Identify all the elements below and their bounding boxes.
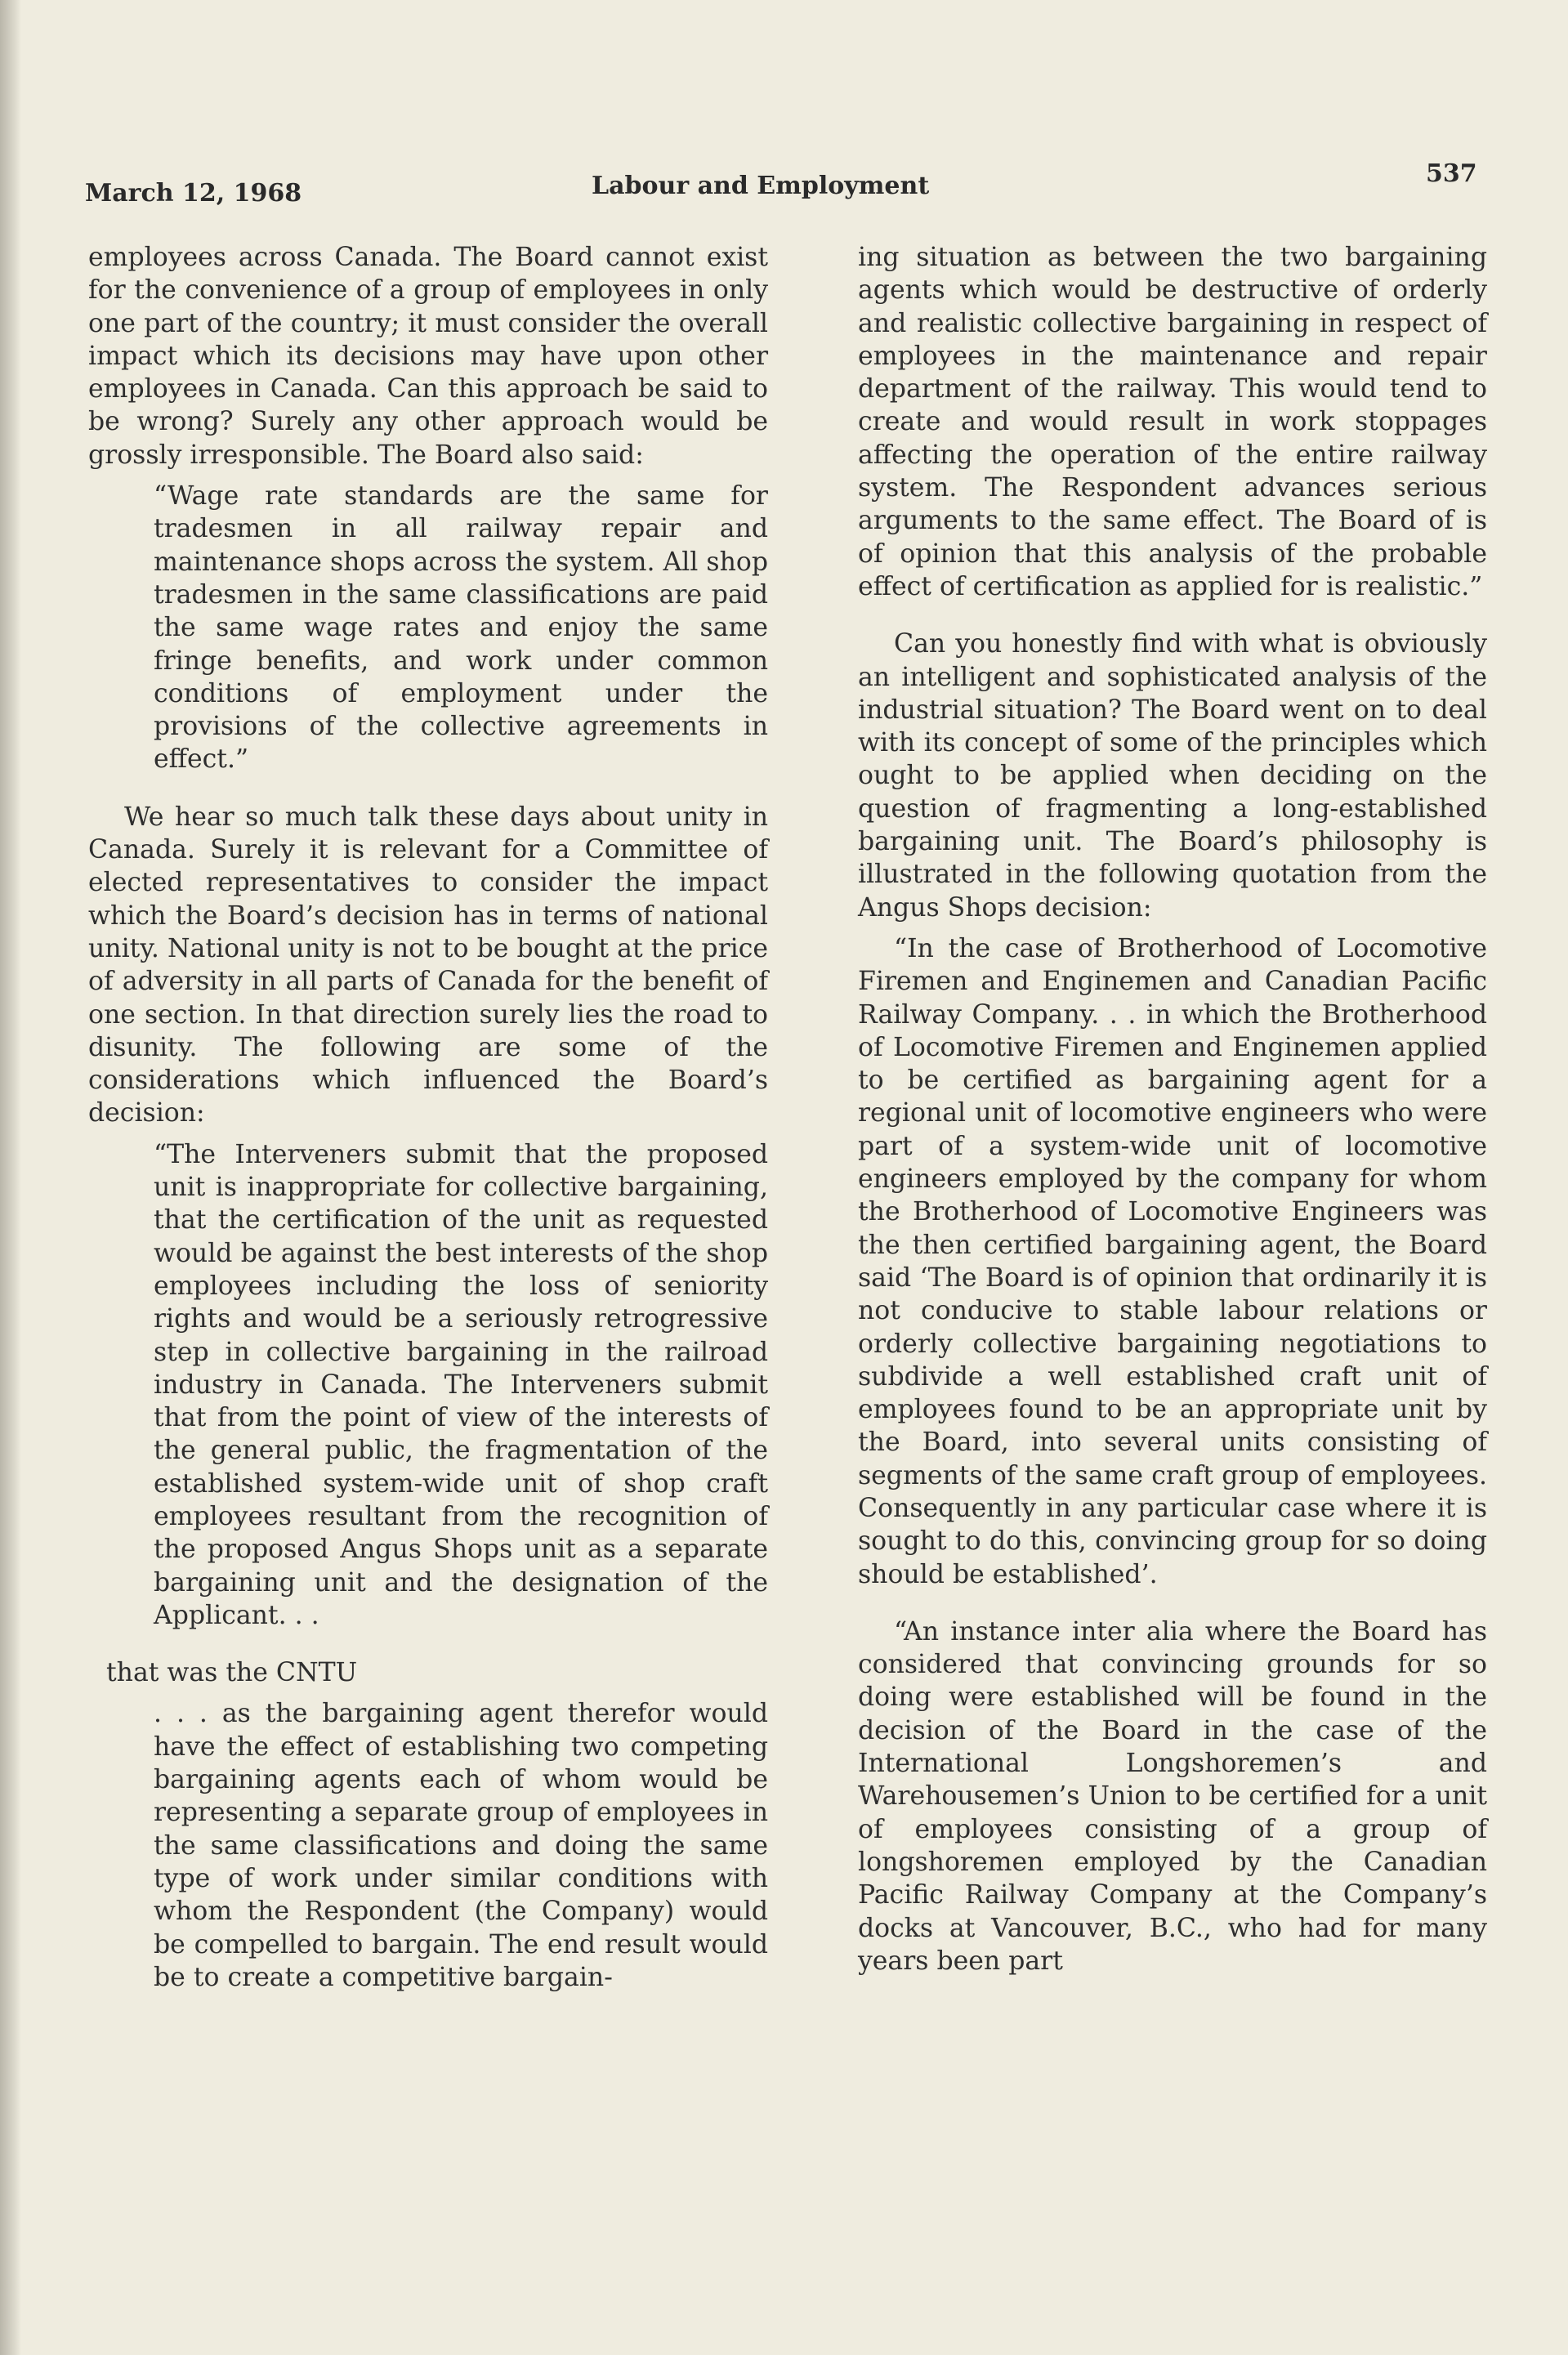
paragraph: Can you honestly find with what is obviously an intelligent and sophisticated analysis of the industrial situation? The Board went on to deal with its concept of some of the principles which ought to be applied when deciding on the question of fragmenting a long-established bargaining unit. The Board’s philosophy is illustrated in the following quotation from the Angus Shops decision: — [858, 629, 1487, 923]
header-date: March 12, 1968 — [85, 179, 302, 208]
block-quote: . . . as the bargaining agent therefor would have the effect of establishing two competing bargaining agents each of whom would be representing a separate group of employees in the same classifications and doing the same type of work under similar conditions with whom the Respondent (the Company) would be compelled to bargain. The end result would be to create a competitive bargain- — [154, 1699, 768, 1992]
block-quote: “Wage rate standards are the same for tradesmen in all railway repair and maintenance shops across the system. All shop tradesmen in the same classifications are paid the same wage rates and enjoy the same fringe benefits, and work under common conditions of employment under the provisions of the collective agreements in effect.” — [154, 481, 768, 775]
running-header — [85, 159, 1477, 208]
block-quote: ing situation as between the two bargaining agents which would be destructive of orderly and realistic collective bargaining in respect of employees in the maintenance and repair department of the railway. This would tend to create and would result in work stoppages affecting the operation of the entire railway system. The Respondent advances serious arguments to the same effect. The Board of is of opinion that this analysis of the probable effect of certification as applied for is realistic.” — [858, 243, 1487, 601]
left-column — [88, 241, 768, 1994]
block-quote: “In the case of Brotherhood of Locomotive Firemen and Enginemen and Canadian Pacific Railway Company. . . in which the Brotherhood of Locomotive Firemen and Enginemen applied to be certified as bargaining agent for a regional unit of locomotive engineers who were part of a system-wide unit of locomotive engineers employed by the company for whom the Brotherhood of Locomotive Engineers was the then certified bargaining agent, the Board said ‘The Board is of opinion that ordinarily it is not conducive to stable labour relations or orderly collective bargaining negotiations to subdivide a well established craft unit of employees found to be an appropriate unit by the Board, into several units consisting of segments of the same craft group of employees. Consequently in any particular case where it is sought to do this, convincing group for so doing should be established’. — [858, 933, 1487, 1589]
page-binding-shadow — [0, 0, 21, 2355]
right-column — [858, 241, 1487, 1977]
paragraph: We hear so much talk these days about unity in Canada. Surely it is relevant for a Committee of elected representatives to consider the impact which the Board’s decision has in terms of national unity. National unity is not to be bought at the price of adversity in all parts of Canada for the benefit of one section. In that direction surely lies the road to disunity. The following are some of the considerations which influenced the Board’s decision: — [88, 802, 768, 1128]
paragraph: employees across Canada. The Board cannot exist for the convenience of a group of employees in only one part of the country; it must consider the overall impact which its decisions may have upon other employees in Canada. Can this approach be said to be wrong? Surely any other approach would be grossly irresponsible. The Board also said: — [88, 243, 768, 470]
paragraph: that was the CNTU — [106, 1658, 358, 1688]
block-quote: “The Interveners submit that the proposed unit is inappropriate for collective bargaining, that the certification of the unit as requested would be against the best interests of the shop employees including the loss of seniority rights and would be a seriously retrogressive step in collective bargaining in the railroad industry in Canada. The Interveners submit that from the point of view of the interests of the general public, the fragmentation of the established system-wide unit of shop craft employees resultant from the recognition of the proposed Angus Shops unit as a separate bargaining unit and the designation of the Applicant. . . — [154, 1139, 768, 1630]
block-quote: “An instance inter alia where the Board has considered that convincing grounds for so doing were established will be found in the decision of the Board in the case of the International Longshoremen’s and Warehousemen’s Union to be certified for a unit of employees consisting of a group of longshoremen employed by the Canadian Pacific Railway Company at the Company’s docks at Vancouver, B.C., who had for many years been part — [858, 1616, 1487, 1976]
page-number: 537 — [1426, 159, 1477, 188]
header-title: Labour and Employment — [592, 172, 930, 200]
